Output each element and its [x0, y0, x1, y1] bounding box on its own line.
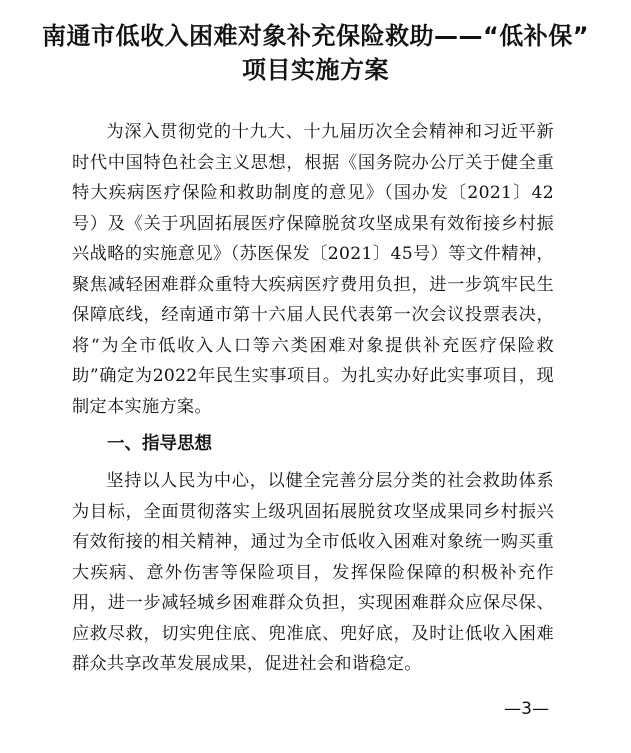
section-heading-guiding-ideology: 一、指导思想 [107, 434, 212, 454]
document-title-line-2: 项目实施方案 [242, 56, 389, 84]
guiding-ideology-paragraph: 坚持以人民为中心，以健全完善分层分类的社会救助体系为目标，全面贯彻落实上级巩固拓展脱贫攻坚成果同乡村振兴有效衔接的相关精神，通过为全市低收入困难对象统一购买重大疾病、意外伤害等保险项目，发挥保险保障的积极补充作用，进一步减轻城乡困难群众负担，实现困难群众应保尽保、应救尽救，切实兜住底、兜准底、兜好底，及时让低收入困难群众共享改革发展成果，促进社会和谐稳定。 [72, 471, 554, 674]
document-title-line-1: 南通市低收入困难对象补充保险救助——“低补保” [41, 22, 590, 50]
intro-paragraph: 为深入贯彻党的十九大、十九届历次全会精神和习近平新时代中国特色社会主义思想，根据《国务院办公厅关于健全重特大疾病医疗保险和救助制度的意见》（国办发〔2021〕42号）及《关于巩固拓展医疗保障脱贫攻坚成果有效衔接乡村振兴战略的实施意见》（苏医保发〔2021〕45号）等文件精神，聚焦减轻困难群众重特大疾病医疗费用负担，进一步筑牢民生保障底线，经南通市第十六届人民代表第一次会议投票表决，将“为全市低收入人口等六类困难对象提供补充医疗保险救助”确定为2022年民生实事项目。为扎实办好此实事项目，现制定本实施方案。 [72, 122, 554, 417]
page-number: —3— [504, 699, 549, 719]
